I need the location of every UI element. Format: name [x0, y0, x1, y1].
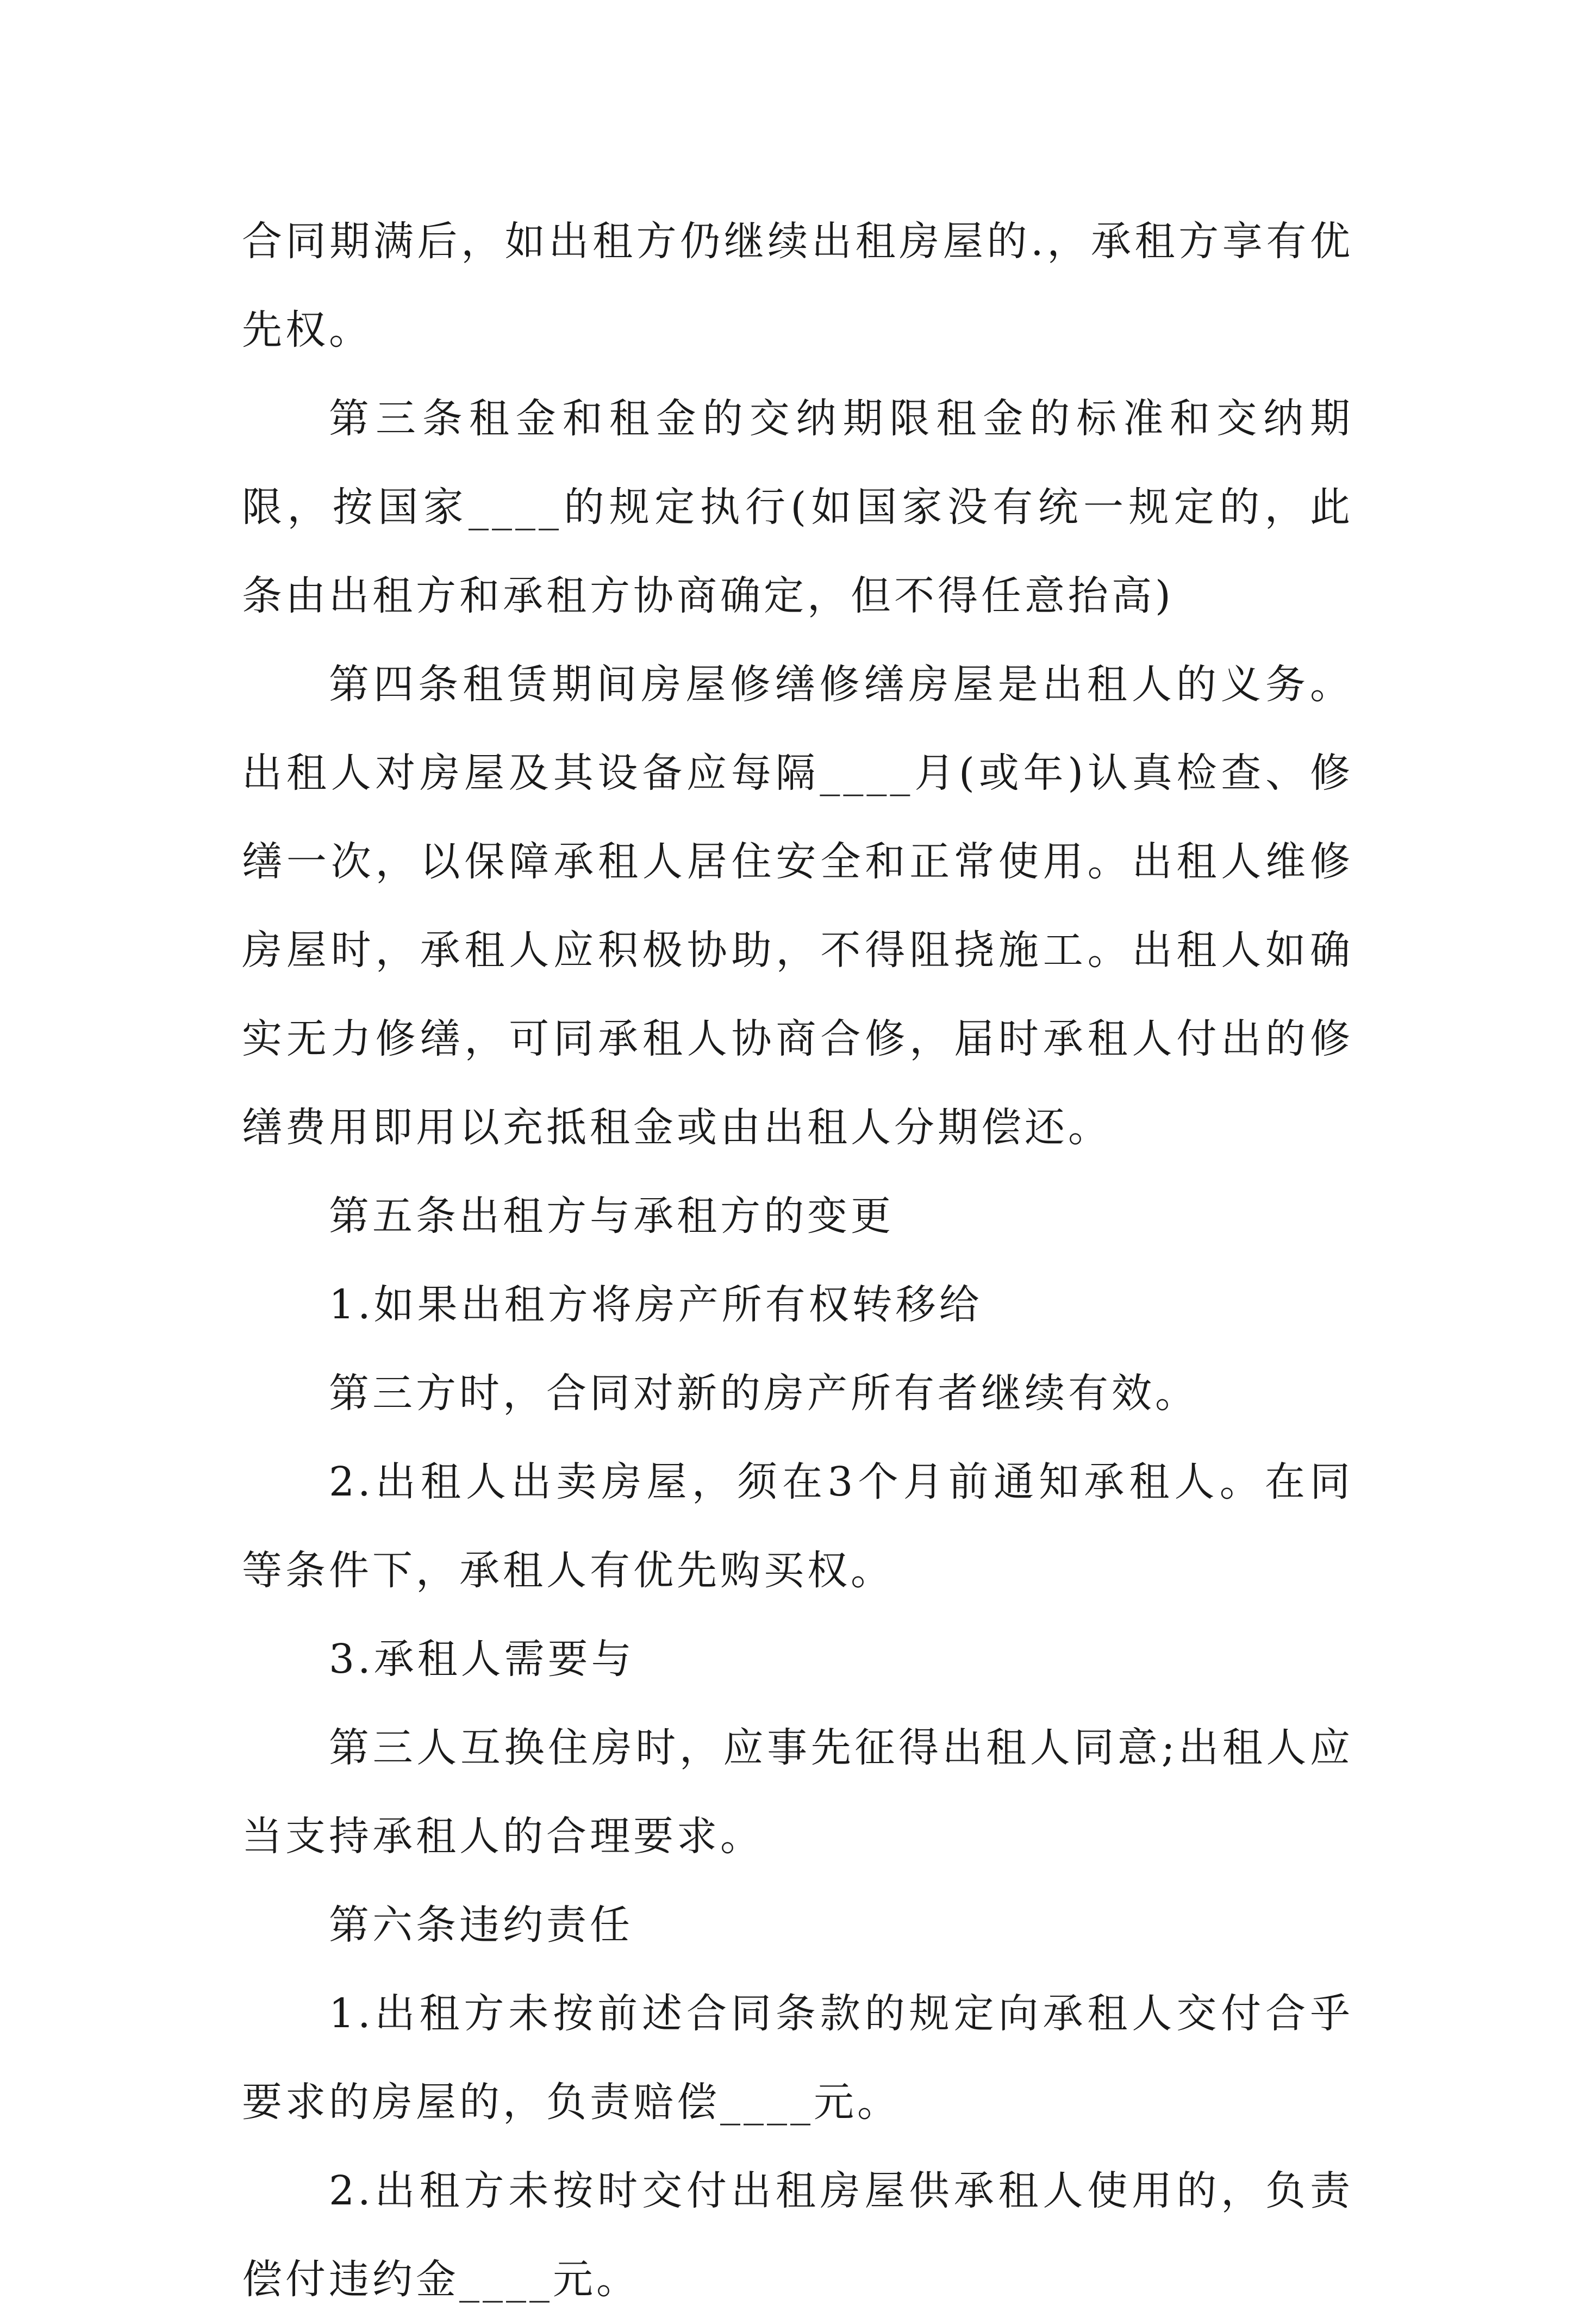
paragraph-article-5-item-3-cont: 第三人互换住房时，应事先征得出租人同意;出租人应当支持承租人的合理要求。: [242, 1724, 1353, 1860]
paragraph-article-6-item-1: 1.出租方未按前述合同条款的规定向承租人交付合乎要求的房屋的，负责赔偿____元。: [242, 1990, 1353, 2126]
paragraph-article-5-item-1: 1.如果出租方将房产所有权转移给: [329, 1281, 983, 1328]
paragraph-article-5-heading: 第五条出租方与承租方的变更: [329, 1193, 894, 1239]
paragraph-article-6-heading: 第六条违约责任: [329, 1902, 633, 1948]
paragraph-article-6-item-2: 2.出租方未按时交付出租房屋供承租人使用的，负责偿付违约金____元。: [242, 2167, 1353, 2303]
paragraph-lease-expiry: 合同期满后，如出租方仍继续出租房屋的.，承租方享有优先权。: [242, 218, 1353, 353]
paragraph-article-4-repairs: 第四条租赁期间房屋修缮修缮房屋是出租人的义务。出租人对房屋及其设备应每隔____月(或年)认真检查、修缮一次，以保障承租人居住安全和正常使用。出租人维修房屋时，承租人应积极协助，不得阻挠施工。出租人如确实无力修缮，可同承租人协商合修，届时承租人付出的修缮费用即用以充抵租金或由出租人分期偿还。: [242, 661, 1353, 1151]
paragraph-article-5-item-3: 3.承租人需要与: [329, 1636, 635, 1683]
paragraph-article-5-item-1-cont: 第三方时，合同对新的房产所有者继续有效。: [329, 1370, 1199, 1417]
paragraph-article-3-rent: 第三条租金和租金的交纳期限租金的标准和交纳期限，按国家____的规定执行(如国家没有统一规定的，此条由出租方和承租方协商确定，但不得任意抬高): [242, 395, 1353, 619]
document-body: [242, 197, 1353, 2324]
paragraph-article-5-item-2: 2.出租人出卖房屋，须在3个月前通知承租人。在同等条件下，承租人有优先购买权。: [242, 1459, 1353, 1594]
